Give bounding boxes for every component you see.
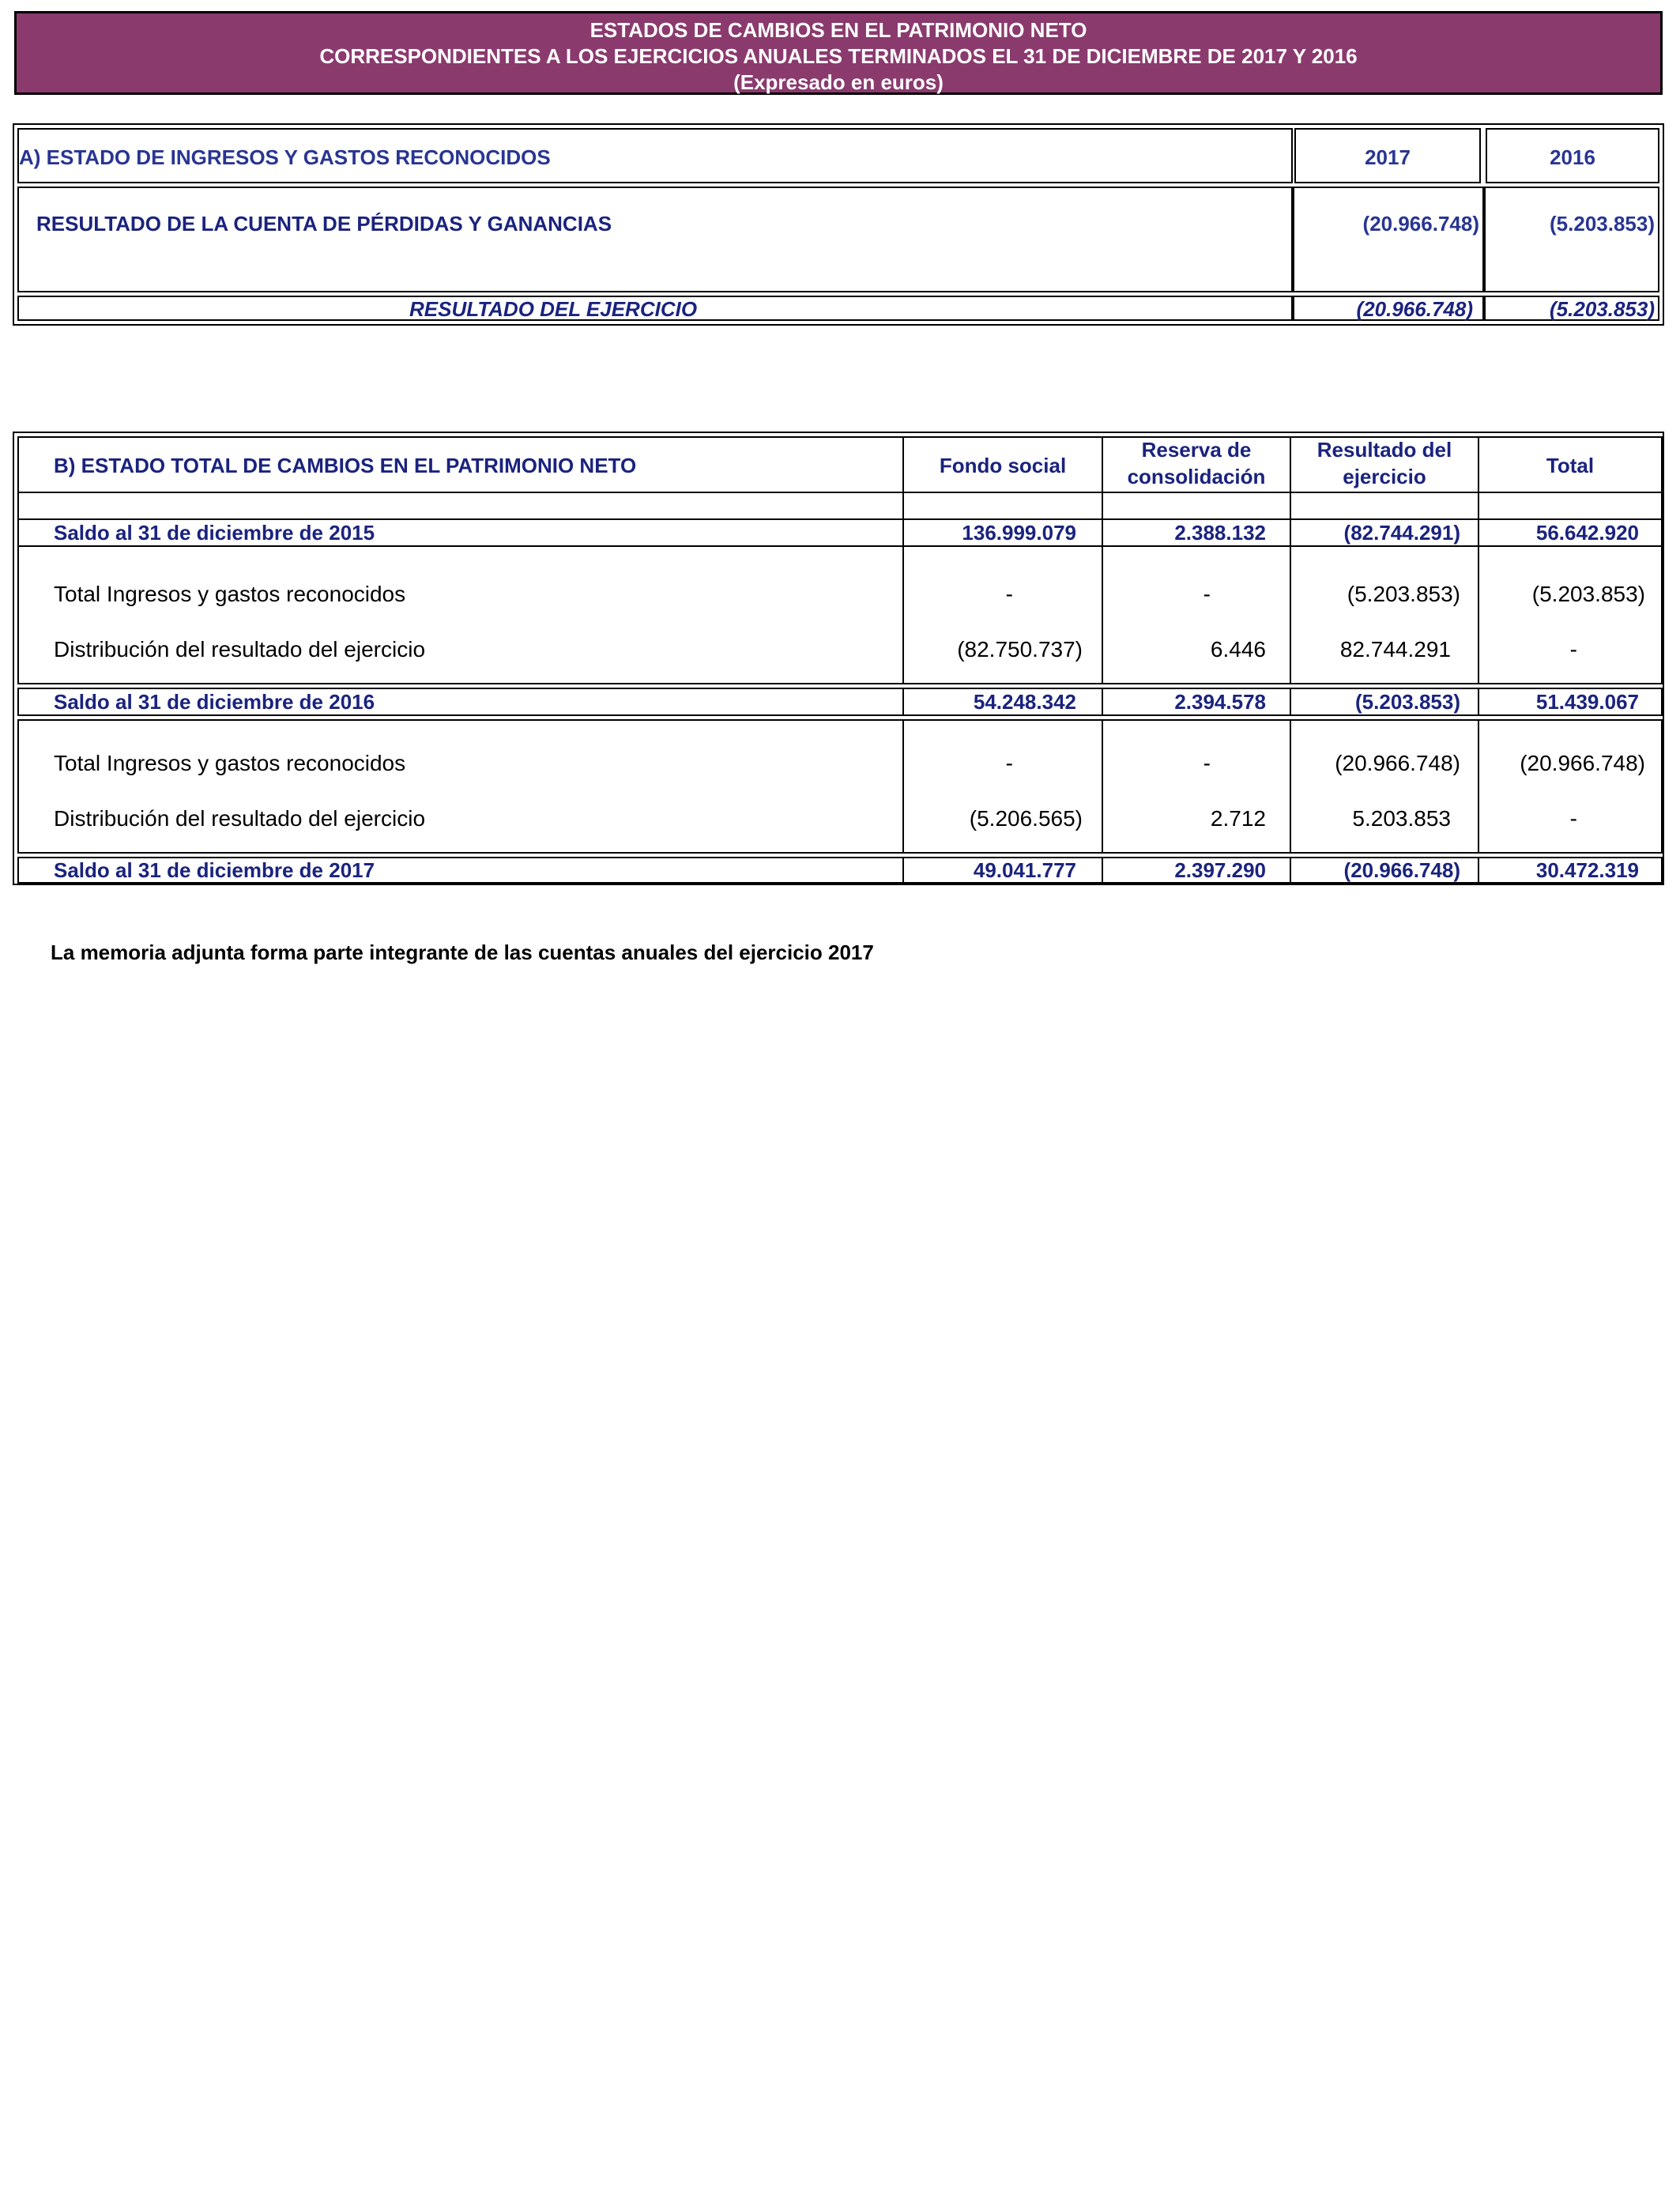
saldo-2017-fondo-cell	[902, 857, 1103, 884]
saldo-2015-label-cell	[17, 518, 904, 547]
saldo-2015-reserva: 2.388.132	[1174, 521, 1266, 545]
saldo-2015-fondo: 136.999.079	[962, 521, 1076, 545]
title-line-2: CORRESPONDIENTES A LOS EJERCICIOS ANUALES TERMINADOS EL 31 DE DICIEMBRE DE 2017 Y 2016	[319, 44, 1358, 68]
section-a-title-cell	[17, 128, 1293, 183]
saldo-2016-resultado-cell	[1290, 688, 1479, 716]
col-2017-header	[1294, 128, 1481, 183]
movements-2016-fondo-cell	[902, 545, 1103, 684]
saldo-2017-label-cell	[17, 857, 904, 884]
header-reserva-line1: Reserva de	[1141, 438, 1252, 462]
movements-2017-reserva-cell	[1102, 719, 1291, 854]
ing-2016-fondo: -	[1005, 582, 1013, 606]
saldo-2015-total: 56.642.920	[1535, 521, 1639, 545]
header-resultado	[1290, 436, 1479, 493]
ing-2016-reserva: -	[1203, 582, 1211, 606]
saldo-2016-label-cell	[17, 688, 904, 716]
total-row-2016: (5.203.853)	[1550, 297, 1655, 321]
saldo-2017-total: 30.472.319	[1535, 858, 1639, 882]
movements-2017-resultado-cell	[1290, 719, 1479, 854]
saldo-2016-fondo-cell	[902, 688, 1103, 716]
section-a-table	[13, 123, 1664, 326]
ing-2017-resultado: (20.966.748)	[1335, 751, 1460, 775]
total-row-label: RESULTADO DEL EJERCICIO	[409, 297, 698, 321]
saldo-2016-total: 51.439.067	[1535, 690, 1639, 714]
saldo-2016-total-cell	[1478, 688, 1663, 716]
header-reserva-line2: consolidación	[1127, 465, 1266, 488]
result-row-label-cell	[17, 187, 1293, 292]
header-total	[1478, 436, 1663, 493]
saldo-2017-reserva-cell	[1102, 857, 1291, 884]
saldo-2016-reserva: 2.394.578	[1174, 690, 1266, 714]
total-row-2017: (20.966.748)	[1356, 297, 1473, 321]
movements-2017-label-cell	[17, 719, 904, 854]
header-fondo-social	[902, 436, 1103, 493]
saldo-2015-total-cell	[1478, 518, 1663, 547]
col-2017-label: 2017	[1365, 145, 1411, 169]
saldo-2015-fondo-cell	[902, 518, 1103, 547]
header-reserva	[1102, 436, 1291, 493]
ing-2016-resultado: (5.203.853)	[1347, 582, 1460, 606]
saldo-2017-fondo: 49.041.777	[973, 858, 1076, 882]
result-row-2016-cell	[1484, 187, 1659, 292]
total-row-2017-cell	[1293, 296, 1484, 321]
total-row-2016-cell	[1484, 296, 1659, 321]
spacer-row-fondo	[902, 492, 1103, 520]
saldo-2015-reserva-cell	[1102, 518, 1291, 547]
total-row-label-cell	[17, 296, 1293, 321]
saldo-2016-resultado: (5.203.853)	[1355, 690, 1460, 714]
saldo-2016-reserva-cell	[1102, 688, 1291, 716]
dist-2016-fondo: (82.750.737)	[957, 637, 1083, 662]
saldo-2016-fondo: 54.248.342	[973, 690, 1076, 714]
header-resultado-line2: ejercicio	[1343, 465, 1426, 488]
dist-2017-fondo: (5.206.565)	[969, 806, 1083, 831]
ing-2016-label: Total Ingresos y gastos reconocidos	[54, 582, 406, 606]
header-fondo-label: Fondo social	[939, 454, 1067, 477]
section-b-table	[13, 432, 1664, 885]
movements-2017-total-cell	[1478, 719, 1663, 854]
col-2016-header	[1486, 128, 1659, 183]
movements-2016-resultado-cell	[1290, 545, 1479, 684]
statement-title-banner	[14, 11, 1663, 95]
result-row-label: RESULTADO DE LA CUENTA DE PÉRDIDAS Y GANANCIAS	[36, 212, 612, 236]
dist-2016-label: Distribución del resultado del ejercicio	[54, 637, 426, 662]
footer-note: La memoria adjunta forma parte integrante de las cuentas anuales del ejercicio 2017	[51, 941, 874, 964]
ing-2017-label: Total Ingresos y gastos reconocidos	[54, 751, 406, 775]
dist-2016-resultado: 82.744.291	[1339, 637, 1451, 662]
header-total-label: Total	[1546, 454, 1595, 477]
dist-2016-reserva: 6.446	[1210, 637, 1266, 662]
ing-2016-total: (5.203.853)	[1531, 582, 1645, 606]
dist-2016-total: -	[1569, 637, 1577, 662]
dist-2017-total: -	[1569, 806, 1577, 831]
result-row-2017: (20.966.748)	[1362, 212, 1479, 236]
saldo-2017-reserva: 2.397.290	[1174, 858, 1266, 882]
title-line-3: (Expresado en euros)	[733, 70, 944, 94]
movements-2016-total-cell	[1478, 545, 1663, 684]
dist-2017-resultado: 5.203.853	[1352, 806, 1451, 831]
section-b-title: B) ESTADO TOTAL DE CAMBIOS EN EL PATRIMONIO NETO	[54, 454, 637, 477]
col-2016-label: 2016	[1550, 145, 1595, 169]
saldo-2017-resultado: (20.966.748)	[1343, 858, 1460, 882]
dist-2017-reserva: 2.712	[1210, 806, 1266, 831]
ing-2017-total: (20.966.748)	[1520, 751, 1645, 775]
result-row-2017-cell	[1293, 187, 1484, 292]
saldo-2015-resultado: (82.744.291)	[1343, 521, 1460, 545]
saldo-2015-label: Saldo al 31 de diciembre de 2015	[54, 521, 375, 545]
movements-2017-fondo-cell	[902, 719, 1103, 854]
movements-2016-reserva-cell	[1102, 545, 1291, 684]
dist-2017-label: Distribución del resultado del ejercicio	[54, 806, 426, 831]
saldo-2017-label: Saldo al 31 de diciembre de 2017	[54, 858, 375, 882]
spacer-row-label	[17, 492, 904, 520]
saldo-2015-resultado-cell	[1290, 518, 1479, 547]
movements-2016-label-cell	[17, 545, 904, 684]
ing-2017-reserva: -	[1203, 751, 1211, 775]
section-a-title: A) ESTADO DE INGRESOS Y GASTOS RECONOCIDOS	[19, 145, 551, 169]
saldo-2017-resultado-cell	[1290, 857, 1479, 884]
section-b-title-cell	[17, 436, 904, 493]
saldo-2016-label: Saldo al 31 de diciembre de 2016	[54, 690, 375, 714]
saldo-2017-total-cell	[1478, 857, 1663, 884]
title-line-1: ESTADOS DE CAMBIOS EN EL PATRIMONIO NETO	[590, 18, 1087, 42]
spacer-row-resultado	[1290, 492, 1479, 520]
spacer-row-total	[1478, 492, 1663, 520]
spacer-row-reserva	[1102, 492, 1291, 520]
ing-2017-fondo: -	[1005, 751, 1013, 775]
header-resultado-line1: Resultado del	[1317, 438, 1452, 462]
result-row-2016: (5.203.853)	[1550, 212, 1655, 236]
